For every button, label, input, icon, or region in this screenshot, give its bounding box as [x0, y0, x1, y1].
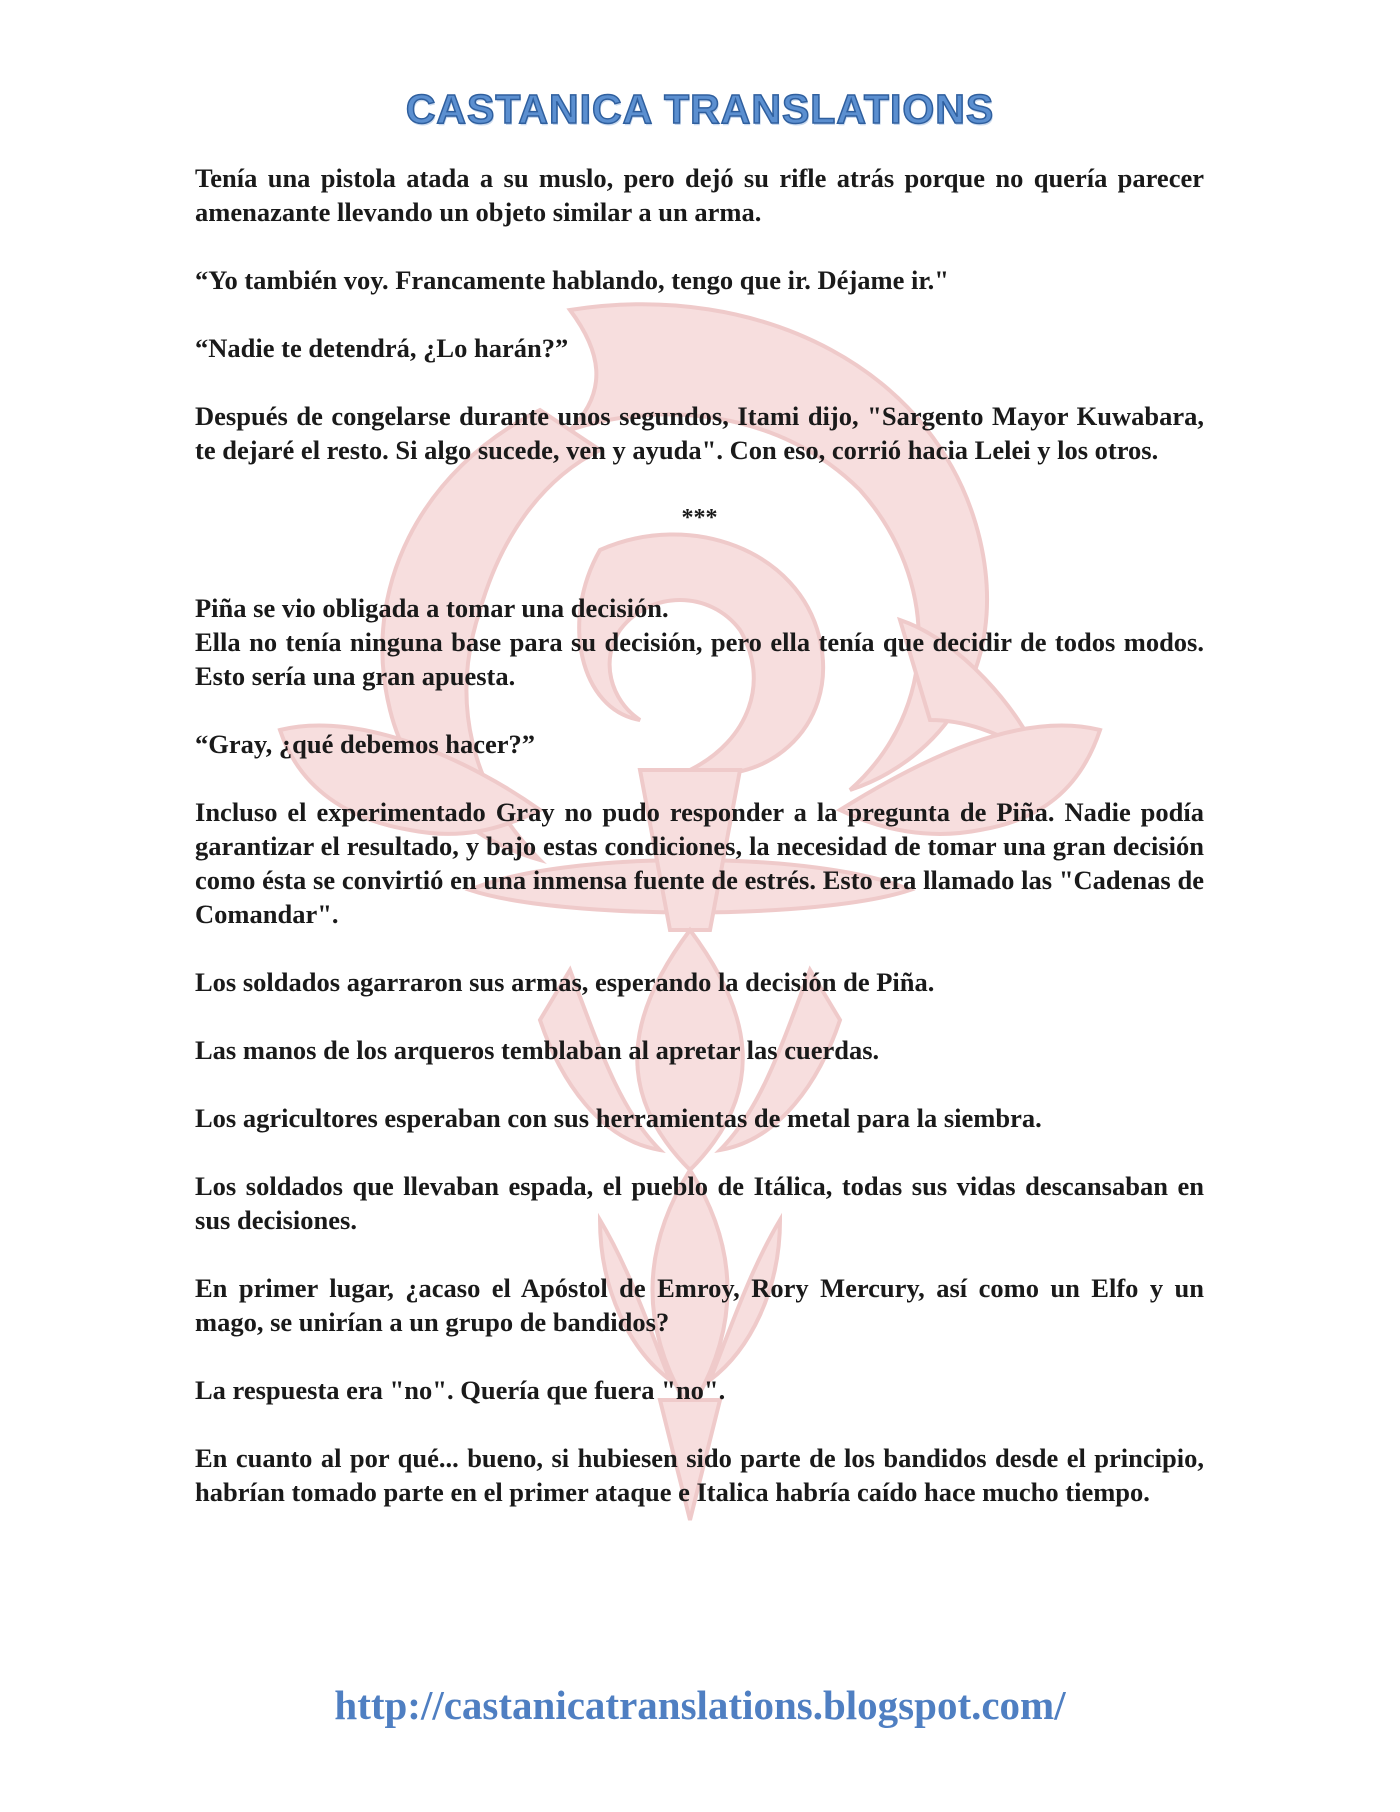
dialogue-line: “Nadie te detendrá, ¿Lo harán?” [195, 333, 569, 363]
paragraph: Los soldados que llevaban espada, el pueblo de Itálica, todas sus vidas descansaban en sus decisiones. [195, 1171, 1204, 1235]
paragraph: Tenía una pistola atada a su muslo, pero dejó su rifle atrás porque no quería parecer amenazante llevando un objeto similar a un arma. [195, 163, 1204, 227]
paragraph: La respuesta era "no". Quería que fuera "no". [195, 1375, 726, 1405]
paragraph: Incluso el experimentado Gray no pudo responder a la pregunta de Piña. Nadie podía garantizar el resultado, y bajo estas condiciones, la necesidad de tomar una gran decisión como ésta se convirtió en una inmensa fuente de estrés. Esto era llamado las "Cadenas de Comandar". [195, 797, 1204, 929]
footer-url-link[interactable]: http://castanicatranslations.blogspot.com/ [334, 1682, 1066, 1728]
paragraph: Los soldados agarraron sus armas, esperando la decisión de Piña. [195, 967, 935, 997]
document-body [195, 161, 1204, 1543]
paragraph-group [195, 591, 1204, 693]
page-header-title: CASTANICA TRANSLATIONS [405, 86, 995, 132]
dialogue-line: “Gray, ¿qué debemos hacer?” [195, 729, 536, 759]
paragraph: Piña se vio obligada a tomar una decisión. [195, 593, 669, 623]
paragraph: En cuanto al por qué... bueno, si hubiesen sido parte de los bandidos desde el principio, habrían tomado parte en el primer ataque e Italica habría caído hace mucho tiempo. [195, 1443, 1204, 1507]
dialogue-line: “Yo también voy. Francamente hablando, tengo que ir. Déjame ir." [195, 265, 950, 295]
paragraph: Después de congelarse durante unos segundos, Itami dijo, "Sargento Mayor Kuwabara, te dejaré el resto. Si algo sucede, ven y ayuda". Con eso, corrió hacia Lelei y los otros. [195, 401, 1204, 465]
paragraph: Las manos de los arqueros temblaban al apretar las cuerdas. [195, 1035, 880, 1065]
paragraph: Los agricultores esperaban con sus herramientas de metal para la siembra. [195, 1103, 1042, 1133]
paragraph: En primer lugar, ¿acaso el Apóstol de Emroy, Rory Mercury, así como un Elfo y un mago, se unirían a un grupo de bandidos? [195, 1273, 1204, 1337]
paragraph: Ella no tenía ninguna base para su decisión, pero ella tenía que decidir de todos modos. Esto sería una gran apuesta. [195, 627, 1204, 691]
scene-separator: *** [681, 505, 718, 531]
